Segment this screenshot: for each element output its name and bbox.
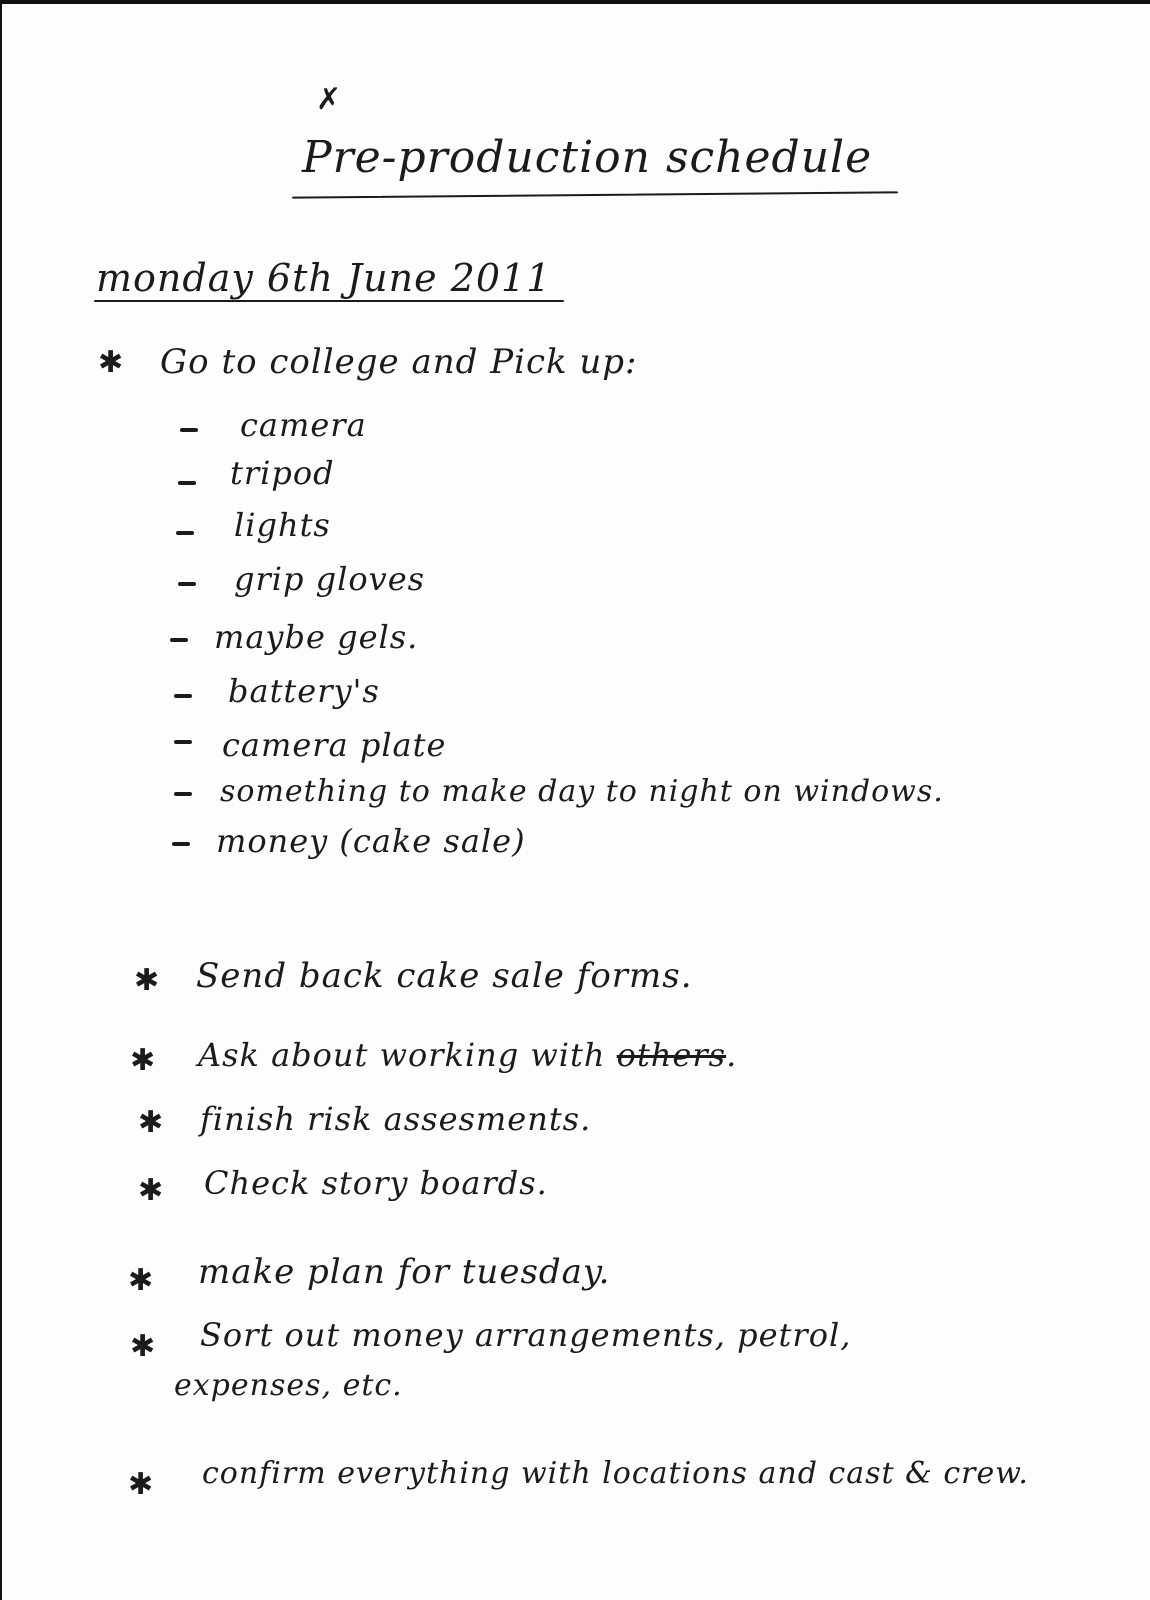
dash-bullet (178, 481, 196, 485)
asterisk-bullet-icon: ✱ (130, 1043, 156, 1078)
struck-text: others (616, 1036, 727, 1074)
dash-bullet (174, 792, 192, 796)
title-underline (292, 191, 898, 198)
dash-bullet (178, 582, 196, 586)
list-item: maybe gels. (214, 618, 419, 656)
task-pick-up: Go to college and Pick up: (160, 342, 638, 382)
list-item: lights (234, 506, 331, 544)
dash-bullet (172, 842, 190, 846)
task-text: Ask about working with (198, 1036, 617, 1074)
asterisk-bullet-icon: ✱ (98, 345, 124, 380)
task-item: Sort out money arrangements, petrol, (200, 1316, 852, 1354)
date-underline (94, 300, 564, 302)
asterisk-bullet-icon: ✱ (130, 1329, 156, 1364)
dash-bullet (180, 428, 198, 432)
list-item: battery's (228, 672, 380, 710)
list-item: money (cake sale) (216, 822, 526, 860)
asterisk-bullet-icon: ✱ (138, 1173, 164, 1208)
task-item: make plan for tuesday. (198, 1252, 611, 1292)
task-item-continuation: expenses, etc. (174, 1368, 403, 1403)
asterisk-bullet-icon: ✱ (128, 1467, 154, 1502)
dash-bullet (174, 740, 192, 744)
task-item: confirm everything with locations and cast & crew. (202, 1456, 1029, 1491)
page-title: Pre-production schedule (302, 132, 873, 183)
asterisk-bullet-icon: ✱ (134, 963, 160, 998)
task-item: Check story boards. (204, 1164, 548, 1202)
list-item: camera plate (222, 726, 447, 764)
list-item: tripod (230, 454, 335, 492)
list-item: grip gloves (234, 560, 426, 598)
dash-bullet (174, 694, 192, 698)
task-item (198, 1036, 737, 1074)
list-item: camera (240, 406, 367, 444)
dash-bullet (176, 531, 194, 535)
task-item: Send back cake sale forms. (196, 956, 693, 996)
asterisk-bullet-icon: ✱ (138, 1105, 164, 1140)
task-item: finish risk assesments. (200, 1100, 592, 1138)
dash-bullet (170, 638, 188, 642)
list-item: something to make day to night on windows. (220, 774, 944, 809)
scribbled-mark-icon: ✗ (316, 82, 342, 117)
asterisk-bullet-icon: ✱ (128, 1263, 154, 1298)
date-heading: monday 6th June 2011 (96, 256, 552, 300)
task-text-end: . (726, 1036, 738, 1074)
